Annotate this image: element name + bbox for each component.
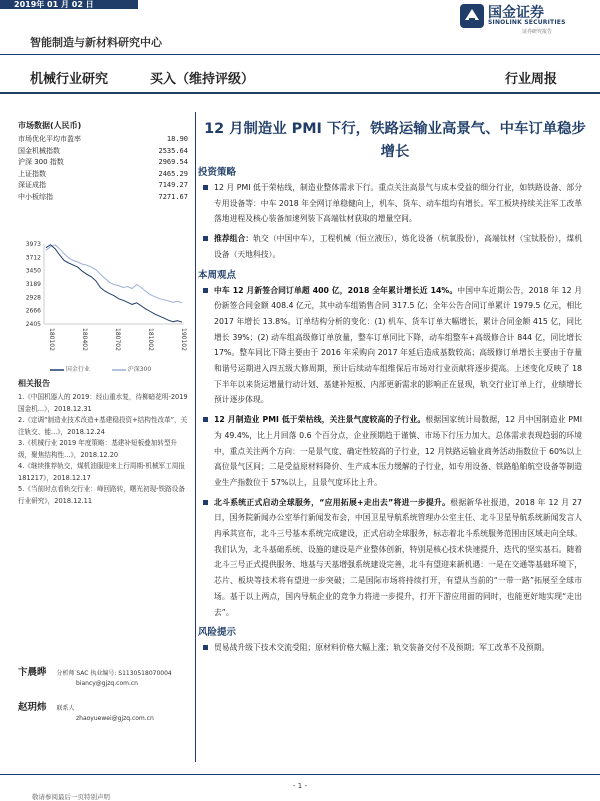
bullet-text: 中国中车近期公告，2018 年 12 月份新签合同金额 408.4 亿元，其中动车组销售合同 317.5 亿；全年公告合同订单累计 1979.5 亿元，相比 2017 年增长 13.8%。订单结构分析的变化：(1) 机车、货车订单大幅增长，累计合同金额 415 亿，同比增长 39%；(2) 动车组高级修订单放量，整车订单同比下降，动车组整车+高级修合计 844 亿，同比增长 17%。整车同比下降主要由于 2016 年采购向 2017 年延后造成基数较高；高级修订单增长主要由于存量和谐号运期进入四五级大修周期，预计后续动车组维保后市场对行业贡献将逐步提高。上述变化反映了 18 下半年以来货运增量行动计划、基建补短板、内部更新需求的影响正在显现，轨交行业订单上行，业绩增长预计逐步体现。 — [214, 285, 582, 405]
market-data-row — [18, 192, 188, 204]
market-data-label: 上证指数 — [18, 169, 46, 178]
market-data-value: 18.90 — [166, 135, 188, 143]
bullet-lead: 12 月制造业 PMI 低于荣枯线，关注景气度较高的子行业。 — [214, 415, 426, 425]
y-tick-label: 3973 — [25, 241, 41, 248]
market-data-row — [18, 169, 188, 181]
y-tick-label: 3189 — [25, 281, 41, 288]
company-logo — [460, 0, 590, 36]
y-tick-label: 3450 — [25, 267, 41, 275]
related-report-link[interactable]: 3.《机械行业 2019 年度策略：基建补短板叠加转型升级，聚焦结构性...》，2018.12.20 — [18, 439, 178, 459]
analyst-role: 联系人 — [56, 705, 75, 712]
bullet-square-icon — [203, 417, 208, 422]
bullet-square-icon — [203, 185, 208, 190]
legend-line-icon-2 — [112, 367, 126, 373]
bullet-square-icon — [203, 288, 208, 293]
bullet-text: 贸易战升级下技术交流受阻；原材料价格大幅上涨；轨交装备交付不及预期；军工改革不及预期。 — [214, 643, 550, 653]
bullet-square-icon — [203, 500, 208, 505]
related-report-link[interactable]: 2.《定调“制造业技术改造+基建稳投资+结构性改革”，关注轨交、能...》，2018.12.24 — [18, 416, 188, 436]
x-tick-label: 181002 — [147, 328, 154, 351]
report-type: 机械行业研究 — [30, 72, 109, 87]
market-data-label: 市场优化平均市盈率 — [18, 135, 81, 143]
related-report-link[interactable]: 4.《继续推荐轨交，煤机油服迎来上行周期-机械军工周报 181217》，2018.12.17 — [18, 462, 185, 482]
footer-divider — [0, 774, 600, 775]
legend-label-1: 国金行业 — [65, 366, 90, 373]
market-data-value: 7271.67 — [158, 192, 188, 201]
market-data-label: 深证成指 — [18, 181, 46, 190]
analyst-name: 卞晨晔 — [18, 667, 47, 678]
analyst-entry — [18, 703, 190, 724]
bullet-lead: 北斗系统正式启动全球服务，“应用拓展+走出去”将进一步提升。 — [214, 497, 451, 507]
report-title: 12 月制造业 PMI 下行，铁路运输业高景气、中车订单稳步增长 — [204, 121, 586, 160]
analyst-email[interactable]: zhaoyuewei@gjzq.com.cn — [76, 715, 154, 722]
bullet-paragraph — [200, 180, 582, 227]
analyst-name: 赵玥炜 — [18, 702, 47, 713]
views-heading: 本周观点 — [198, 269, 237, 281]
market-data-row — [18, 134, 188, 146]
bullet-text: 轨交（中国中车），工程机械（恒立液压），炼化设备（杭氧股份），高端钛材（宝钛股份），煤机设备（天地科技）。 — [214, 234, 582, 259]
rating: 买入（维持评级） — [150, 72, 255, 87]
bullet-square-icon — [203, 236, 208, 241]
y-tick-label: 2928 — [25, 294, 41, 302]
analyst-entry — [18, 668, 190, 689]
header-divider-top — [0, 54, 600, 55]
index-line-chart — [18, 238, 190, 360]
analyst-role: 分析师 SAC 执业编号: S1130518070004 — [56, 670, 172, 677]
y-tick-label: 2666 — [25, 307, 41, 315]
y-tick-label: 2405 — [25, 321, 41, 328]
logo-slogan: 证券研究报告 — [522, 29, 553, 35]
series-line — [46, 245, 182, 303]
report-date: 2019年 01 月 02 日 — [0, 0, 138, 9]
x-tick-label: 190102 — [180, 328, 187, 351]
x-tick-label: 180702 — [114, 328, 121, 351]
x-tick-label: 180102 — [48, 328, 55, 351]
strategy-heading: 投资策略 — [198, 167, 237, 178]
market-data-row — [18, 180, 188, 192]
column-divider — [195, 112, 196, 762]
header-divider-bottom — [0, 92, 600, 94]
related-reports-title: 相关报告 — [18, 379, 50, 388]
analyst-email[interactable]: biancy@gjzq.com.cn — [76, 680, 138, 687]
market-data-value: 2969.54 — [158, 158, 188, 167]
logo-name: 国金证券 — [488, 5, 544, 21]
market-data-value: 2535.64 — [158, 146, 188, 155]
bullet-paragraph — [200, 283, 582, 409]
bullet-text: 根据新华社报道，2018 年 12 月 27 日，国务院新闻办公室举行新闻发布会，中国卫星导航系统管理办公室主任、北斗卫星导航系统新闻发言人冉承其宣布，北斗三号基本系统完成建设，正式启动全球服务，标志着北斗系统服务范围由区域走向全球。我们认为，北斗基础系统、设施的建设是产业整体创新，特别是核心技术快速提升、迭代的坚实基石。随着北斗三号正式提供服务、地基与天基增强系统建设完善，北斗有望迎来新机遇：一是在交通等基础环境下，芯片、板块等技术将有望进一步突破；二是国际市场将持续打开，有望从当前的“一带一路”拓展至全球市场。基于以上两点，国内导航企业的竞争力将进一步提升，打开下游应用面的同时，也能更好地实现“走出去”。 — [214, 497, 582, 617]
bullet-text: 根据国家统计局数据，12 月中国制造业 PMI 为 49.4%，比上月回落 0.6 个百分点，企业预期趋于谨慎、市场下行压力加大。总体需求表现趋弱的环境中，重点关注两个方向：一是景气度、确定性较高的子行业，12 月铁路运输业商务活动指数位于 60%以上高位景气区间；二是受益原材料降价、生产成本压力缓解的子行业，如专用设备、铁路船舶航空设备等制造业生产指数位于 57%以上，且景气度环比上升。 — [214, 415, 582, 487]
market-data-label: 国金机械指数 — [18, 146, 60, 155]
bullet-paragraph — [200, 412, 582, 491]
bullet-paragraph — [200, 231, 582, 262]
bullet-lead: 中车 12 月新签合同订单超 400 亿，2018 全年累计增长近 14%。 — [214, 285, 458, 295]
market-data-row — [18, 146, 188, 158]
footer-note: 敬请参阅最后一页特别声明 — [32, 793, 110, 801]
market-data-title: 市场数据(人民币) — [18, 121, 82, 130]
market-data-value: 2465.29 — [158, 169, 188, 178]
research-center-name: 智能制造与新材料研究中心 — [30, 36, 162, 49]
analyst-panel — [18, 668, 190, 724]
x-tick-label: 180402 — [81, 328, 88, 351]
related-report-link[interactable]: 1.《中国机器人的 2019：经山重水复，待柳暗花明-2019 国金机...》，2018.12.31 — [18, 393, 188, 413]
market-data-panel — [18, 120, 188, 204]
chart-legend — [50, 364, 151, 373]
bullet-text: 12 月 PMI 低于荣枯线，制造业整体需求下行。重点关注高景气与成本受益的细分行业，如铁路设备、部分专用设备等：中车 2018 年全网订单稳健向上，机车、货车、动车组均有增长。军工板块持续关注军工改革落地进程及核心装备加速列装下高端钛材获取的增量空间。 — [214, 183, 582, 224]
market-data-value: 7149.27 — [158, 181, 188, 190]
bullet-paragraph — [200, 640, 582, 656]
report-body — [200, 164, 582, 660]
bullet-square-icon — [203, 645, 208, 650]
y-tick-label: 3712 — [25, 254, 41, 262]
related-report-link[interactable]: 5.《当前时点看轨交行业：峰回路转，曙光初现-铁路设备行业研究》，2018.12.11 — [18, 485, 185, 505]
market-data-row — [18, 157, 188, 169]
risk-heading: 风险提示 — [198, 627, 237, 639]
bullet-lead: 推荐组合： — [214, 234, 254, 244]
legend-label-2: 沪深300 — [127, 366, 152, 373]
logo-english-name: SINOLINK SECURITIES — [488, 19, 566, 26]
bullet-paragraph — [200, 495, 582, 621]
page-number: - 1 - — [293, 782, 307, 790]
report-kind: 行业周报 — [505, 72, 558, 87]
market-data-label: 沪深 300 指数 — [18, 158, 64, 167]
related-reports — [18, 378, 190, 507]
market-data-label: 中小板综指 — [18, 192, 53, 201]
legend-line-icon-1 — [50, 367, 64, 373]
logo-mark-icon — [460, 4, 484, 28]
